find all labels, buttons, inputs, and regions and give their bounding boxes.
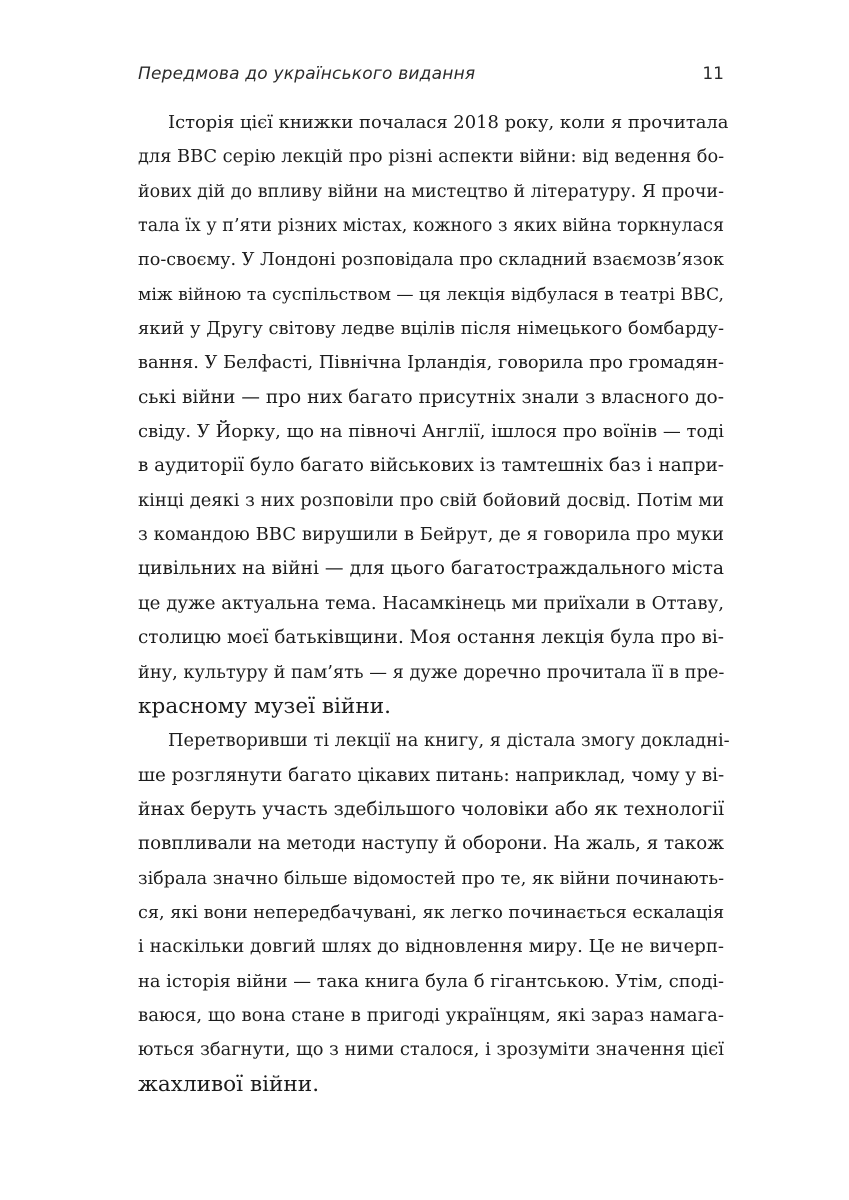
running-head-title: Передмова до українського видання [138,64,476,84]
text-line: йнах беруть участь здебільшого чоловіки або як технології [138,798,725,820]
text-line: з командою BBC вирушили в Бейрут, де я говорила про муки [138,524,724,546]
text-line: ше розглянути багато цікавих питань: наприклад, чому у ві- [138,764,725,786]
text-line: свіду. У Йорку, що на півночі Англії, ішлося про воїнів — тоді [138,421,724,443]
text-line: цивільних на війні — для цього багатостраждального міста [138,558,724,580]
text-line: йових дій до впливу війни на мистецтво й літературу. Я прочи- [138,181,724,202]
text-line: зібрала значно більше відомостей про те, як війни починають- [138,868,724,889]
text-line: для BBC серію лекцій про різні аспекти війни: від ведення бо- [138,147,725,168]
text-line: в аудиторії було багато військових із тамтешніх баз і напри- [138,455,724,477]
paragraph [138,724,730,1102]
running-head [138,61,724,87]
text-line: повпливали на методи наступу й оборони. На жаль, я також [138,833,724,855]
page-number: 11 [702,64,724,84]
text-line: ваюся, що вона стане в пригоді українцям, які зараз намага- [138,1004,724,1026]
paragraph [138,106,729,724]
text-line: вання. У Белфасті, Північна Ірландія, говорила про громадян- [138,353,724,374]
text-line: столицю моєї батьківщини. Моя остання лекція була про ві- [138,627,724,649]
text-line: ся, які вони непередбачувані, як легко починається ескалація [138,902,725,923]
text-line: по-своєму. У Лондоні розповідала про складний взаємозв’язок [138,250,725,271]
text-line: ські війни — про них багато присутніх знали з власного до- [138,386,724,408]
text-line: кінці деякі з них розповіли про свій бойовий досвід. Потім ми [138,489,724,511]
text-line: на історія війни — така книга була б гігантською. Утім, сподi- [138,970,724,992]
text-line: йну, культуру й пам’ять — я дуже доречно прочитала її в пре- [138,662,725,683]
text-line: тала їх у п’яти різних містах, кожного з яких війна торкнулася [138,216,724,237]
text-line: який у Другу світову ледве вцілів після німецького бомбарду- [138,318,724,340]
text-line: Перетворивши ті лекції на книгу, я дістала змогу докладні- [168,731,730,752]
text-line: Історія цієї книжки почалася 2018 року, коли я прочитала [168,112,729,133]
text-line: красному музеї війни. [138,693,391,719]
text-line: і наскільки довгий шлях до відновлення миру. Це не вичерп- [138,936,724,958]
text-line: ються збагнути, що з ними сталося, і зрозуміти значення цієї [138,1039,724,1061]
text-line: між війною та суспільством — ця лекція відбулася в театрі BBC, [138,284,724,305]
text-line: жахливої війни. [138,1071,320,1097]
body-text [138,106,730,1102]
text-line: це дуже актуальна тема. Насамкінець ми приїхали в Оттаву, [138,592,725,614]
